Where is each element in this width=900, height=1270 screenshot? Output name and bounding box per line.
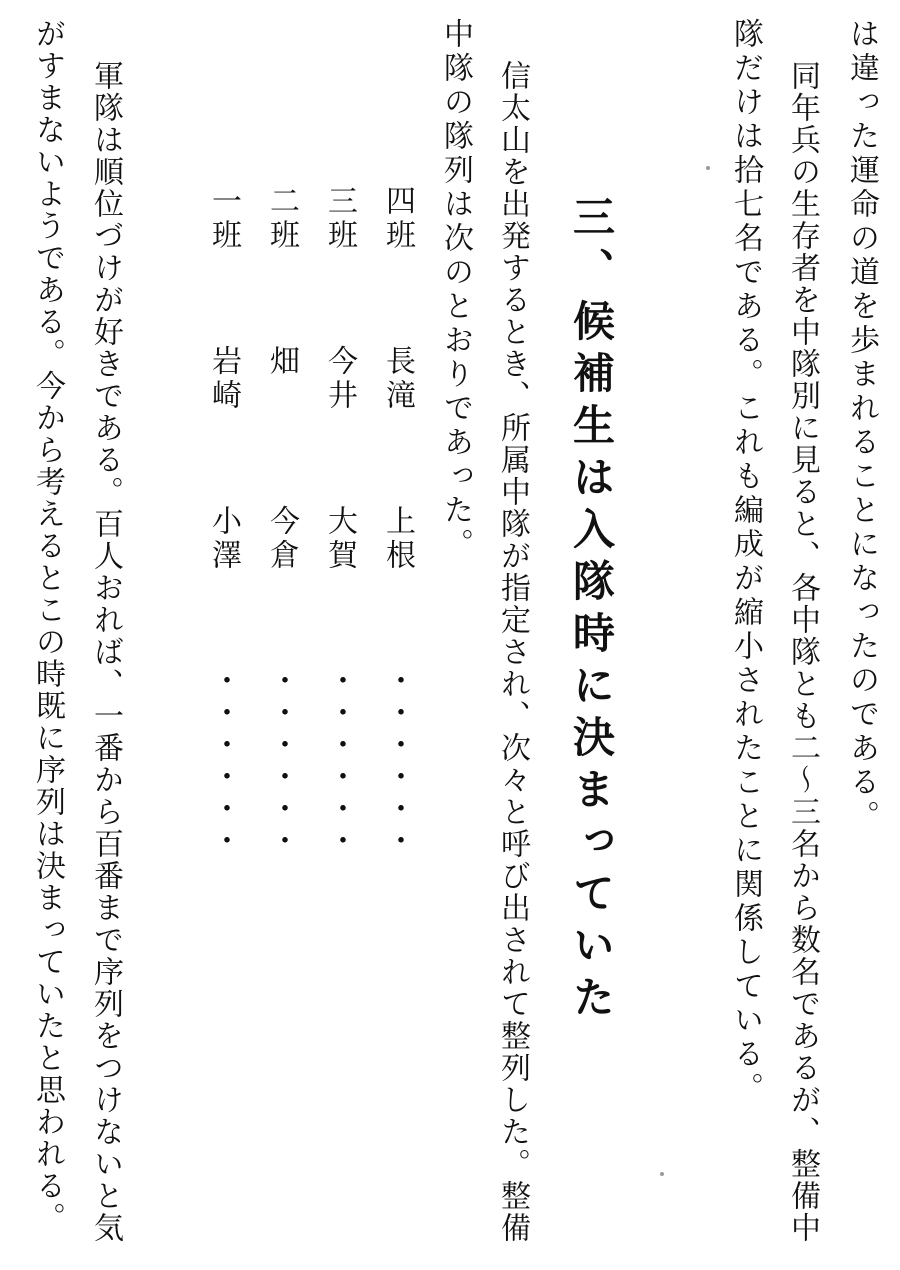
print-speck <box>660 1172 664 1176</box>
roster-ellipsis: ・・・・・・ <box>380 665 415 857</box>
roster-name: 小澤 <box>206 505 241 573</box>
paragraph-line: 軍隊は順位づけが好きである。百人おれば、一番から百番まで序列をつけないと気 <box>88 60 123 1244</box>
paragraph-line: がすまないようである。今から考えるとこの時既に序列は決まっていたと思われる。 <box>30 18 65 1234</box>
print-speck <box>706 166 710 170</box>
roster-group-label: 二班 <box>264 185 299 253</box>
paragraph-line: 信太山を出発するとき、所属中隊が指定され、次々と呼び出されて整列した。整備 <box>495 60 530 1244</box>
roster-ellipsis: ・・・・・・ <box>206 665 241 857</box>
roster-name: 今倉 <box>264 505 299 573</box>
roster-name: 上根 <box>380 505 415 573</box>
paragraph-line: は違った運命の道を歩まれることになったのである。 <box>844 18 879 834</box>
roster-group-label: 一班 <box>206 185 241 253</box>
roster-name: 大賀 <box>322 505 357 573</box>
roster-ellipsis: ・・・・・・ <box>264 665 299 857</box>
paragraph-line: 隊だけは拾七名である。これも編成が縮小されたことに関係している。 <box>728 18 763 1106</box>
section-heading: 三、候補生は入隊時に決まっていた <box>567 195 616 1027</box>
roster-group-label: 三班 <box>322 185 357 253</box>
paragraph-line: 中隊の隊列は次のとおりであった。 <box>438 18 473 562</box>
roster-name: 畑 <box>264 345 299 379</box>
roster-name: 今井 <box>322 345 357 413</box>
roster-name: 岩崎 <box>206 345 241 413</box>
roster-name: 長滝 <box>380 345 415 413</box>
roster-group-label: 四班 <box>380 185 415 253</box>
paragraph-line: 同年兵の生存者を中隊別に見ると、各中隊とも二～三名から数名であるが、整備中 <box>785 60 820 1244</box>
roster-ellipsis: ・・・・・・ <box>322 665 357 857</box>
